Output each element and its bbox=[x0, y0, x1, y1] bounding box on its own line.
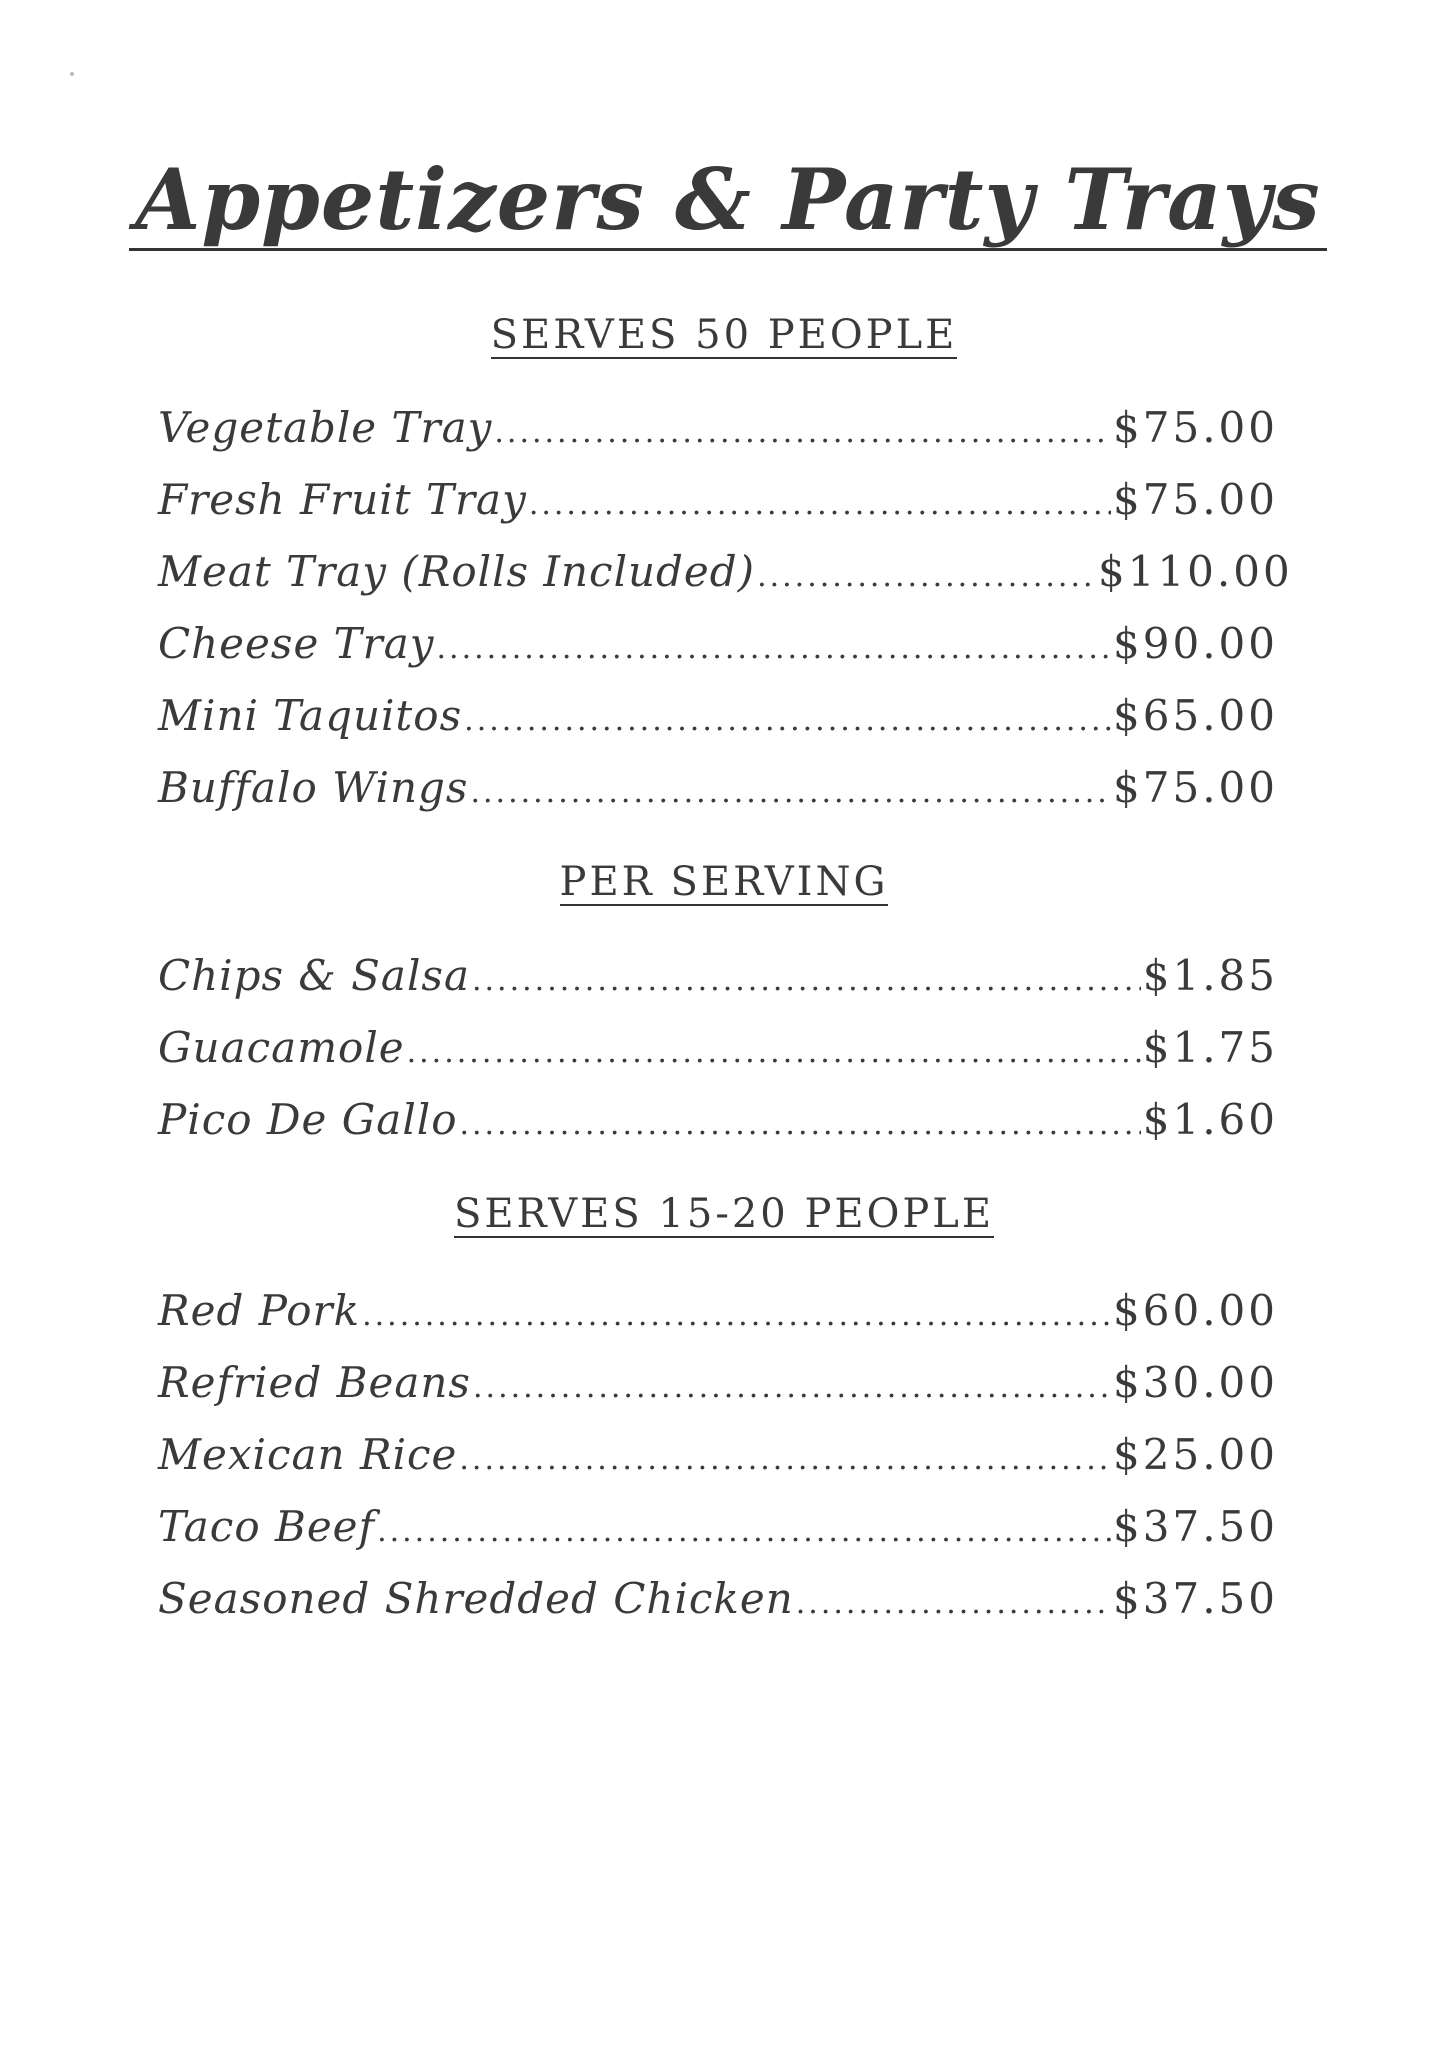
menu-item bbox=[158, 1095, 1278, 1144]
menu-item bbox=[158, 619, 1278, 668]
item-price: $25.00 bbox=[1113, 1430, 1278, 1479]
dot-leader bbox=[407, 1038, 1141, 1068]
dot-leader bbox=[473, 1373, 1111, 1403]
item-price: $75.00 bbox=[1113, 403, 1278, 452]
item-price: $60.00 bbox=[1113, 1286, 1278, 1335]
item-name: Guacamole bbox=[158, 1023, 405, 1072]
menu-item bbox=[158, 1023, 1278, 1072]
item-name: Buffalo Wings bbox=[158, 763, 469, 812]
item-price: $1.60 bbox=[1142, 1095, 1278, 1144]
item-name: Taco Beef bbox=[158, 1502, 376, 1551]
item-price: $37.50 bbox=[1113, 1502, 1278, 1551]
item-price: $30.00 bbox=[1113, 1358, 1278, 1407]
item-price: $90.00 bbox=[1113, 619, 1278, 668]
menu-item bbox=[158, 403, 1278, 452]
item-name: Red Pork bbox=[158, 1286, 361, 1335]
item-name: Vegetable Tray bbox=[158, 403, 493, 452]
dot-leader bbox=[459, 1110, 1140, 1140]
item-name: Refried Beans bbox=[158, 1358, 471, 1407]
section-heading-per-serving: PER SERVING bbox=[559, 859, 889, 905]
menu-item bbox=[158, 1286, 1278, 1335]
dot-leader bbox=[437, 634, 1112, 664]
item-name: Mexican Rice bbox=[158, 1430, 458, 1479]
item-name: Fresh Fruit Tray bbox=[158, 475, 527, 524]
item-name: Cheese Tray bbox=[158, 619, 435, 668]
menu-item bbox=[158, 1358, 1278, 1407]
item-price: $65.00 bbox=[1113, 691, 1278, 740]
section-heading-serves-50: SERVES 50 PEOPLE bbox=[490, 312, 958, 358]
item-name: Pico De Gallo bbox=[158, 1095, 458, 1144]
scan-speck bbox=[70, 72, 74, 76]
item-name: Chips & Salsa bbox=[158, 951, 470, 1000]
menu-item bbox=[158, 691, 1278, 740]
dot-leader bbox=[757, 562, 1096, 592]
menu-item bbox=[158, 475, 1278, 524]
menu-item bbox=[158, 547, 1293, 596]
dot-leader bbox=[459, 1445, 1111, 1475]
dot-leader bbox=[494, 418, 1111, 448]
item-price: $1.75 bbox=[1142, 1023, 1278, 1072]
dot-leader bbox=[362, 1301, 1111, 1331]
item-price: $1.85 bbox=[1142, 951, 1278, 1000]
menu-item bbox=[158, 763, 1278, 812]
page-title bbox=[0, 150, 1448, 251]
item-name: Meat Tray (Rolls Included) bbox=[158, 547, 756, 596]
dot-leader bbox=[377, 1517, 1111, 1547]
section-heading-serves-15-20: SERVES 15-20 PEOPLE bbox=[453, 1191, 995, 1237]
dot-leader bbox=[472, 966, 1141, 996]
dot-leader bbox=[464, 706, 1111, 736]
menu-item bbox=[158, 1502, 1278, 1551]
item-name: Seasoned Shredded Chicken bbox=[158, 1574, 794, 1623]
menu-item bbox=[158, 1574, 1278, 1623]
item-name: Mini Taquitos bbox=[158, 691, 463, 740]
dot-leader bbox=[470, 778, 1111, 808]
dot-leader bbox=[529, 490, 1111, 520]
item-price: $110.00 bbox=[1098, 547, 1293, 596]
menu-item bbox=[158, 951, 1278, 1000]
menu-item bbox=[158, 1430, 1278, 1479]
page-title-text: Appetizers & Party Trays bbox=[129, 158, 1326, 251]
item-price: $75.00 bbox=[1113, 475, 1278, 524]
item-price: $37.50 bbox=[1113, 1574, 1278, 1623]
dot-leader bbox=[796, 1589, 1111, 1619]
item-price: $75.00 bbox=[1113, 763, 1278, 812]
